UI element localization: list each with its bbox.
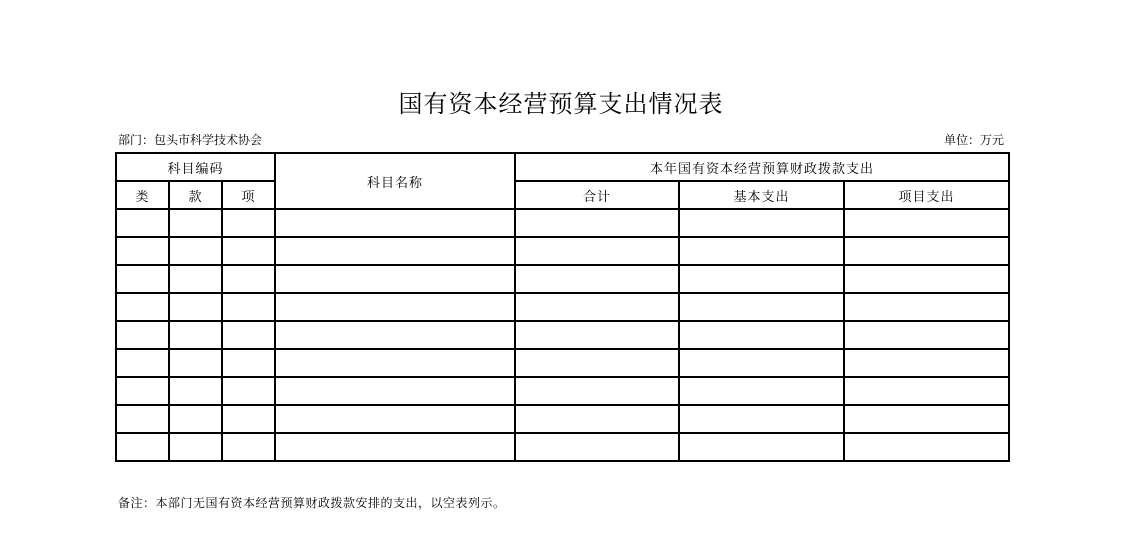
cell-project [844,377,1009,405]
cell-xiang [222,321,275,349]
table-row [116,321,1009,349]
table-row [116,377,1009,405]
cell-name [275,209,515,237]
cell-total [515,433,679,461]
cell-total [515,349,679,377]
cell-project [844,237,1009,265]
table-row [116,209,1009,237]
cell-name [275,405,515,433]
cell-total [515,237,679,265]
table-row [116,265,1009,293]
cell-basic [679,377,844,405]
cell-lei [116,209,169,237]
budget-table [115,152,1010,462]
cell-name [275,433,515,461]
table-row [116,349,1009,377]
cell-project [844,293,1009,321]
cell-total [515,293,679,321]
cell-project [844,265,1009,293]
cell-xiang [222,293,275,321]
cell-project [844,405,1009,433]
cell-kuan [169,321,222,349]
cell-xiang [222,433,275,461]
table-row [116,293,1009,321]
table-body [116,209,1009,461]
cell-total [515,209,679,237]
table-row [116,433,1009,461]
cell-basic [679,405,844,433]
cell-basic [679,293,844,321]
header-project: 项目支出 [844,181,1009,209]
cell-name [275,265,515,293]
cell-lei [116,237,169,265]
cell-kuan [169,405,222,433]
department-label: 部门：包头市科学技术协会 [118,133,263,147]
cell-basic [679,265,844,293]
cell-basic [679,237,844,265]
cell-kuan [169,209,222,237]
cell-xiang [222,377,275,405]
cell-xiang [222,237,275,265]
page-title: 国有资本经营预算支出情况表 [398,90,724,118]
cell-kuan [169,349,222,377]
cell-lei [116,405,169,433]
cell-lei [116,377,169,405]
cell-name [275,321,515,349]
header-expense-group: 本年国有资本经营预算财政拨款支出 [515,153,1009,181]
header-kuan: 款 [169,181,222,209]
header-total: 合计 [515,181,679,209]
cell-xiang [222,405,275,433]
header-row-2 [116,181,1009,209]
cell-total [515,265,679,293]
unit-label: 单位：万元 [943,133,1004,147]
cell-name [275,377,515,405]
cell-name [275,293,515,321]
header-row-1 [116,153,1009,181]
cell-basic [679,321,844,349]
cell-project [844,433,1009,461]
cell-basic [679,209,844,237]
cell-xiang [222,265,275,293]
cell-lei [116,349,169,377]
cell-basic [679,349,844,377]
cell-total [515,405,679,433]
cell-name [275,237,515,265]
cell-lei [116,433,169,461]
cell-xiang [222,349,275,377]
cell-project [844,349,1009,377]
cell-kuan [169,433,222,461]
cell-xiang [222,209,275,237]
cell-basic [679,433,844,461]
header-basic: 基本支出 [679,181,844,209]
table-row [116,405,1009,433]
cell-total [515,321,679,349]
cell-kuan [169,237,222,265]
cell-lei [116,265,169,293]
header-lei: 类 [116,181,169,209]
cell-kuan [169,293,222,321]
cell-lei [116,321,169,349]
header-xiang: 项 [222,181,275,209]
cell-lei [116,293,169,321]
cell-name [275,349,515,377]
cell-total [515,377,679,405]
cell-kuan [169,377,222,405]
cell-project [844,209,1009,237]
footnote: 备注：本部门无国有资本经营预算财政拨款安排的支出，以空表列示。 [118,496,506,510]
header-name: 科目名称 [275,153,515,209]
cell-project [844,321,1009,349]
header-code-group: 科目编码 [116,153,275,181]
cell-kuan [169,265,222,293]
table-row [116,237,1009,265]
